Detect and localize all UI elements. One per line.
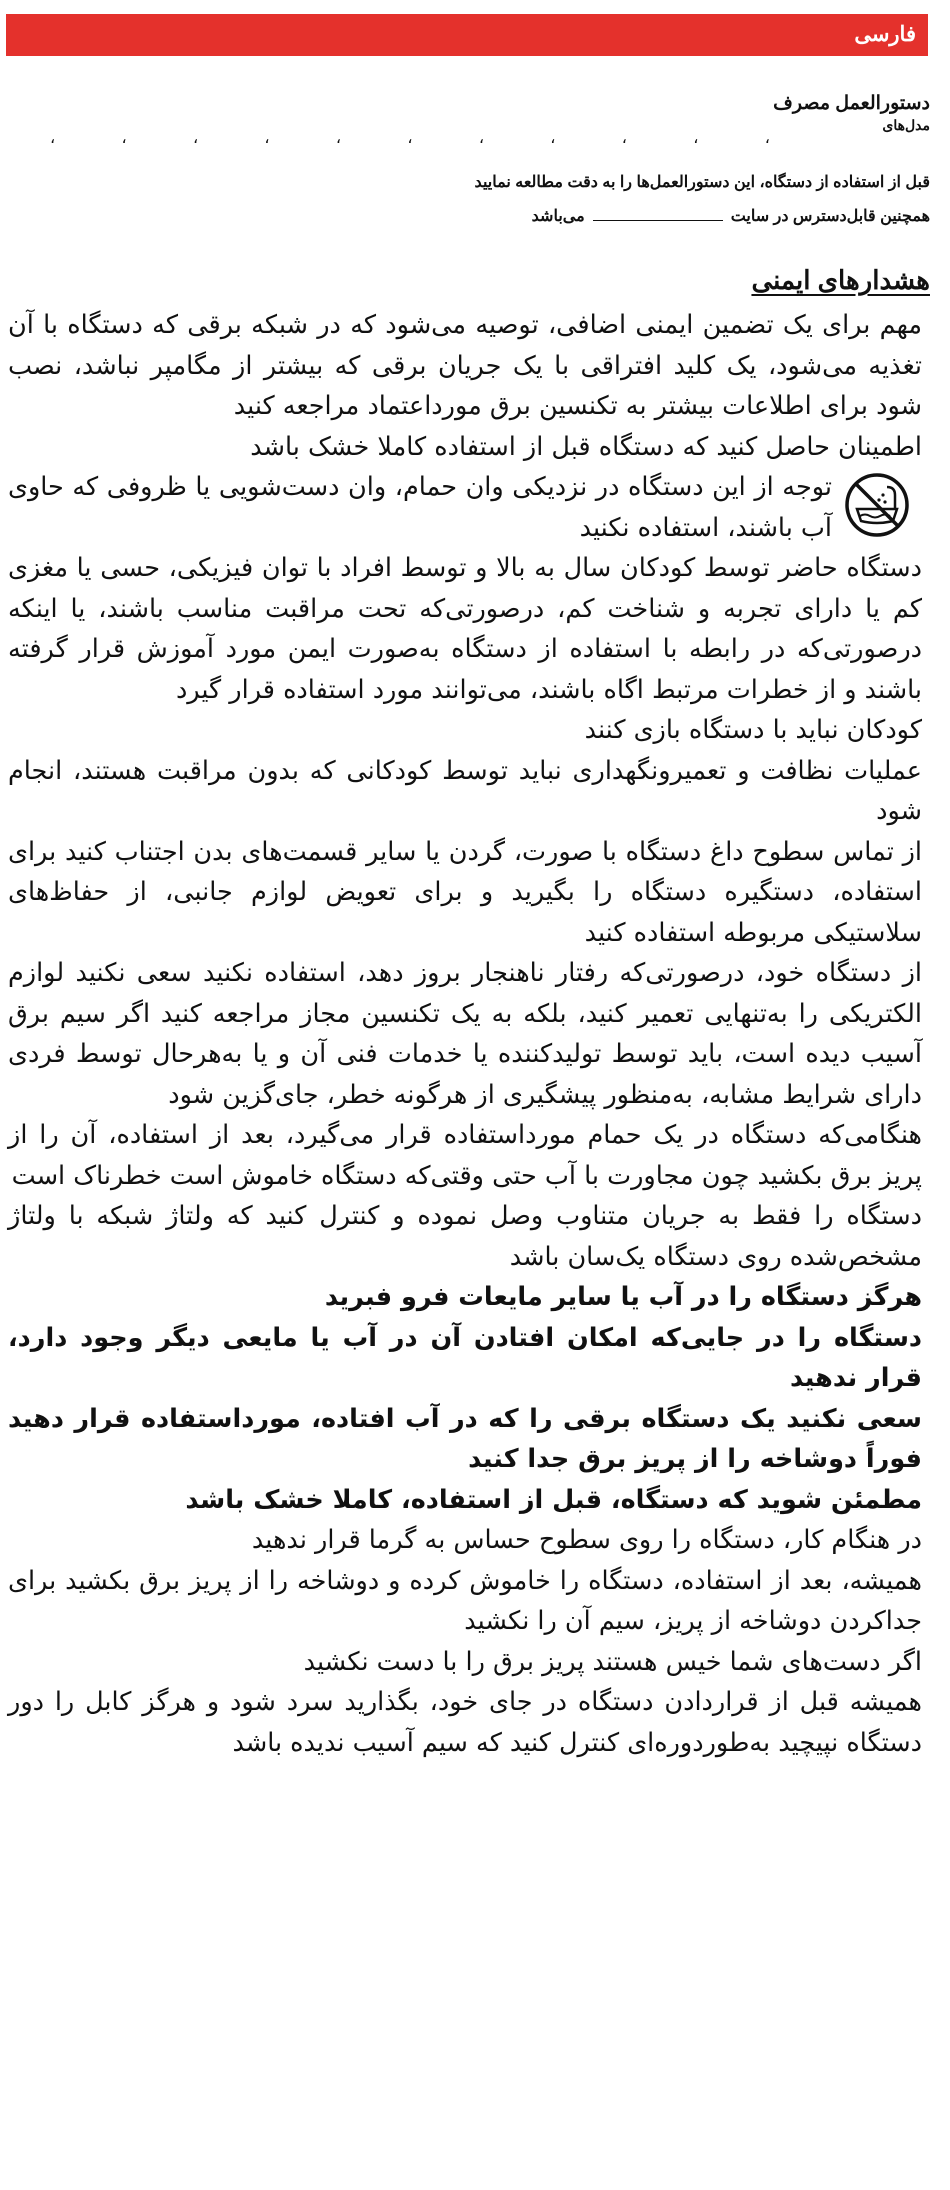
models-label: مدل‌های [882,117,930,133]
warning-paragraph: کودکان نباید با دستگاه بازی کنند [584,715,922,745]
warning-paragraph: مطمئن شوید که دستگاه، قبل از استفاده، کاملا خشک باشد [185,1484,922,1515]
website-notice [30,206,930,228]
warning-paragraph: همیشه، بعد از استفاده، دستگاه را خاموش کرده و دوشاخه را از پریز برق بکشید برای جداکردن دوشاخه از پریز، سیم آن را نکشید [8,1565,922,1636]
model-separator: ، [621,130,627,147]
safety-warnings [8,305,922,1763]
model-list [50,128,770,148]
model-separator: ، [478,130,484,147]
read-instructions-notice: قبل از استفاده از دستگاه، این دستورالعمل‌ها را به دقت مطالعه نمایید [474,174,930,191]
warning-paragraph [8,467,922,548]
warning-paragraph: مهم برای یک تضمین ایمنی اضافی، توصیه می‌شود که در شبکه برقی که دستگاه با آن تغذیه می‌شود، یک کلید افتراقی با یک جریان برقی که بیشتر از مگامپر نباشد، نصب شود برای اطلاعات بیشتر به تکنسین برق مورداعتماد مراجعه کنید [8,310,922,421]
model-separator: ، [693,130,699,147]
warning-paragraph: هرگز دستگاه را در آب یا سایر مایعات فرو فبرید [324,1282,922,1312]
model-separator: ، [121,130,127,147]
warning-paragraph: اطمینان حاصل کنید که دستگاه قبل از استفاده کاملا خشک باشد [250,431,922,462]
website-notice-prefix: همچنین قابل‌دسترس در سایت [730,208,930,225]
website-notice-suffix: می‌باشد [531,208,585,225]
website-blank [593,206,723,221]
model-separator: ، [764,130,770,147]
warning-paragraph: در هنگام کار، دستگاه را روی سطوح حساس به گرما قرار ندهید [251,1525,922,1555]
warning-paragraph: سعی نکنید یک دستگاه برقی را که در آب افتاده، مورداستفاده قرار دهید فوراً دوشاخه را از پریز برق جدا کنید [8,1403,922,1474]
document-title: دستورالعمل مصرف [773,93,930,114]
no-bath-water-icon [832,467,922,539]
warning-paragraph-text: توجه از این دستگاه در نزدیکی وان حمام، وان دست‌شویی یا ظروفی که حاوی آب باشند، استفاده نکنید [8,472,832,543]
warning-paragraph: همیشه قبل از قراردادن دستگاه در جای خود، بگذارید سرد شود و هرگز کابل را دور دستگاه نپیچید به‌طوردوره‌ای کنترل کنید که سیم آسیب ندیده باشد [8,1687,922,1758]
warning-paragraph: اگر دست‌های شما خیس هستند پریز برق را با دست نکشید [303,1646,922,1677]
warning-paragraph: دستگاه را فقط به جریان متناوب وصل نموده و کنترل کنید که ولتاژ شبکه با ولتاژ مشخص‌شده روی دستگاه یک‌سان باشد [8,1201,922,1272]
warning-paragraph: از دستگاه خود، درصورتی‌که رفتار ناهنجار بروز دهد، استفاده نکنید سعی نکنید لوازم الکتریکی را به‌تنهایی تعمیر کنید، بلکه به یک تکنسین مجاز مراجعه کنید اگر سیم برق آسیب دیده است، باید توسط تولیدکننده یا خدمات فنی آن و یا به‌هرحال توسط فردی دارای شرایط مشابه، به‌منظور پیشگیری از هرگونه خطر، جای‌گزین شود [8,958,922,1110]
model-separator: ، [407,130,413,147]
warning-paragraph: عملیات نظافت و تعمیرونگهداری نباید توسط کودکانی که بدون مراقبت هستند، انجام شود [8,755,922,826]
model-separator: ، [335,130,342,147]
language-tab [6,14,928,56]
model-separator: ، [50,130,56,147]
warning-paragraph: دستگاه حاضر توسط کودکان سال به بالا و توسط افراد با توان فیزیکی، حسی یا مغزی کم یا دارای تجربه و شناخت کم، درصورتی‌که تحت مراقبت مناسب باشند، یا اینکه درصورتی‌که در رابطه با استفاده از دستگاه به‌صورت ایمن مورد آموزش قرار گرفته باشند و از خطرات مرتبط اگاه باشند، می‌توانند مورد استفاده قرار گیرد [8,553,922,705]
warning-paragraph: از تماس سطوح داغ دستگاه با صورت، گردن یا سایر قسمت‌های بدن اجتناب کنید برای استفاده، دستگیره دستگاه را بگیرید و برای تعویض لوازم جانبی، از حفاظ‌های سلاستیکی مربوطه استفاده کنید [8,836,922,948]
model-separator: ، [192,130,199,147]
language-tab-label: فارسی [854,23,916,46]
warning-paragraph: دستگاه را در جایی‌که امکان افتادن آن در آب یا مایعی دیگر وجود دارد، قرار ندهید [8,1322,922,1393]
warning-paragraph: هنگامی‌که دستگاه در یک حمام مورداستفاده قرار می‌گیرد، بعد از استفاده، آن را از پریز برق بکشید چون مجاورت با آب حتی وقتی‌که دستگاه خاموش است خطرناک است [8,1120,922,1191]
section-title: هشدارهای ایمنی [751,265,930,295]
model-separator: ، [550,130,556,147]
model-separator: ، [264,130,270,147]
